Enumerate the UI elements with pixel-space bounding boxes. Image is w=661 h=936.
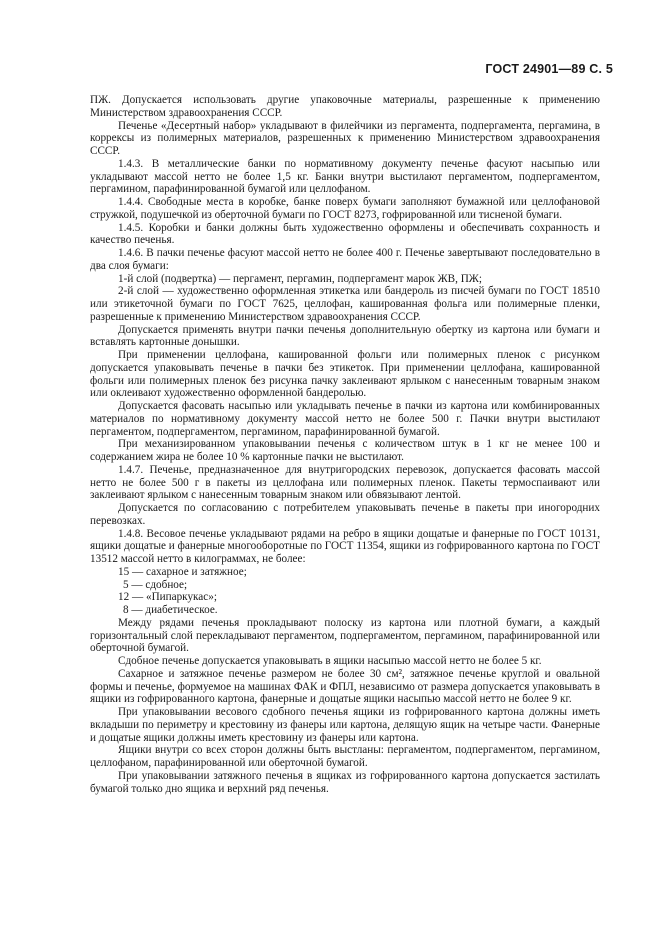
paragraph: Сдобное печенье допускается упаковывать в ящики насыпью массой нетто не более 5 кг. (118, 655, 542, 667)
paragraph: При упаковывании весового сдобного печенья ящики из гофрированного картона должны иметь вкладыши по периметру и крестовину из фанеры или картона, делящую ящик на четыре части. Фанерные и дощатые ящики должны иметь крестовину из фанеры или картона. (90, 706, 600, 744)
list-item: 12 — «Пипаркукас»; (118, 591, 217, 604)
paragraph: При механизированном упаковывании печенья с количеством штук в 1 кг не менее 100 и содержанием жира не более 10 % картонные пачки не выстилают. (90, 438, 600, 463)
paragraph: 1.4.7. Печенье, предназначенное для внутригородских перевозок, допускается фасовать массой нетто не более 500 г в пакеты из целлофана или полимерных пленок. Пакеты термоспаивают или заклеивают ярлыком с нанесенным товарным знаком или обвязывают лентой. (90, 463, 600, 502)
paragraph: 1.4.6. В пачки печенье фасуют массой нетто не более 400 г. Печенье завертывают последовательно в два слоя бумаги: (90, 247, 600, 272)
paragraph: Печенье «Десертный набор» укладывают в филейчики из пергамента, подпергамента, пергамина, в коррексы из полимерных материалов, разрешенных к применению Министерством здравоохранения СССР. (90, 119, 600, 157)
paragraph: Сахарное и затяжное печенье размером не более 30 см², затяжное печенье круглой и овальной формы и печенье, формуемое на машинах ФАК и ФПЛ, независимо от размера допускается упаковывать в ящики из гофрированного картона, фанерные и дощатые ящики насыпью массой нетто не более 9 кг. (90, 667, 600, 706)
paragraph: Допускается по согласованию с потребителем упаковывать печенье в пакеты при иногородних перевозках. (90, 502, 600, 527)
list-item: 15 — сахарное и затяжное; (118, 565, 247, 578)
document-body (90, 94, 600, 795)
paragraph: Ящики внутри со всех сторон должны быть выстланы: пергаментом, подпергаментом, пергамином, целлофаном, парафинированной или оберточной бумагой. (90, 744, 600, 769)
paragraph: 2-й слой — художественно оформленная этикетка или бандероль из писчей бумаги по ГОСТ 18510 или этикеточной бумаги по ГОСТ 7625, целлофан, кашированная фольга или полимерные пленки, разрешенные к применению Министерством здравоохранения СССР. (90, 285, 600, 323)
paragraph: ПЖ. Допускается использовать другие упаковочные материалы, разрешенные к применению Министерством здравоохранения СССР. (90, 94, 600, 119)
paragraph: Допускается применять внутри пачки печенья дополнительную обертку из картона или бумаги и вставлять картонные донышки. (90, 323, 600, 349)
paragraph: При упаковывании затяжного печенья в ящиках из гофрированного картона допускается застилать бумагой только дно ящика и верхний ряд печенья. (90, 769, 600, 795)
paragraph: 1-й слой (подвертка) — пергамент, пергамин, подпергамент марок ЖВ, ПЖ; (118, 272, 482, 285)
paragraph: Допускается фасовать насыпью или укладывать печенье в пачки из картона или комбинированных материалов по нормативному документу массой нетто не более 500 г. Пачки внутри выстилают пергаментом, подпергаментом, пергамином, парафинированной бумагой. (90, 400, 600, 438)
paragraph: 1.4.4. Свободные места в коробке, банке поверх бумаги заполняют бумажной или целлофановой стружкой, подушечкой из оберточной бумаги по ГОСТ 8273, гофрированной или тисненой бумаги. (90, 196, 600, 221)
paragraph: 1.4.3. В металлические банки по нормативному документу печенье фасуют насыпью или укладывают массой нетто не более 1,5 кг. Банки внутри выстилают пергаментом, подпергаментом, пергамином, парафинированной бумагой или целлофаном. (90, 157, 600, 196)
paragraph: Между рядами печенья прокладывают полоску из картона или плотной бумаги, а каждый горизонтальный слой перекладывают пергаментом, подпергаментом, пергамином, парафинированной или оберточной бумагой. (90, 616, 600, 655)
page-header: ГОСТ 24901—89 С. 5 (485, 62, 613, 76)
paragraph: 1.4.8. Весовое печенье укладывают рядами на ребро в ящики дощатые и фанерные по ГОСТ 10131, ящики дощатые и фанерные многооборотные по ГОСТ 11354, ящики из гофрированного картона по ГОСТ 13512 массой нетто в килограммах, не более: (90, 527, 600, 565)
paragraph: При применении целлофана, кашированной фольги или полимерных пленок с рисунком допускается упаковывать печенье в пачки без этикеток. При применении целлофана, кашированной фольги или полимерных пленок без рисунка пачку заклеивают ярлыком с нанесенным товарным знаком или оклеивают художественно оформленной бандеролью. (90, 349, 600, 400)
paragraph: 1.4.5. Коробки и банки должны быть художественно оформлены и обеспечивать сохранность и качество печенья. (90, 221, 600, 247)
list-item: 5 — сдобное; (123, 578, 188, 591)
list-item: 8 — диабетическое. (123, 604, 218, 616)
